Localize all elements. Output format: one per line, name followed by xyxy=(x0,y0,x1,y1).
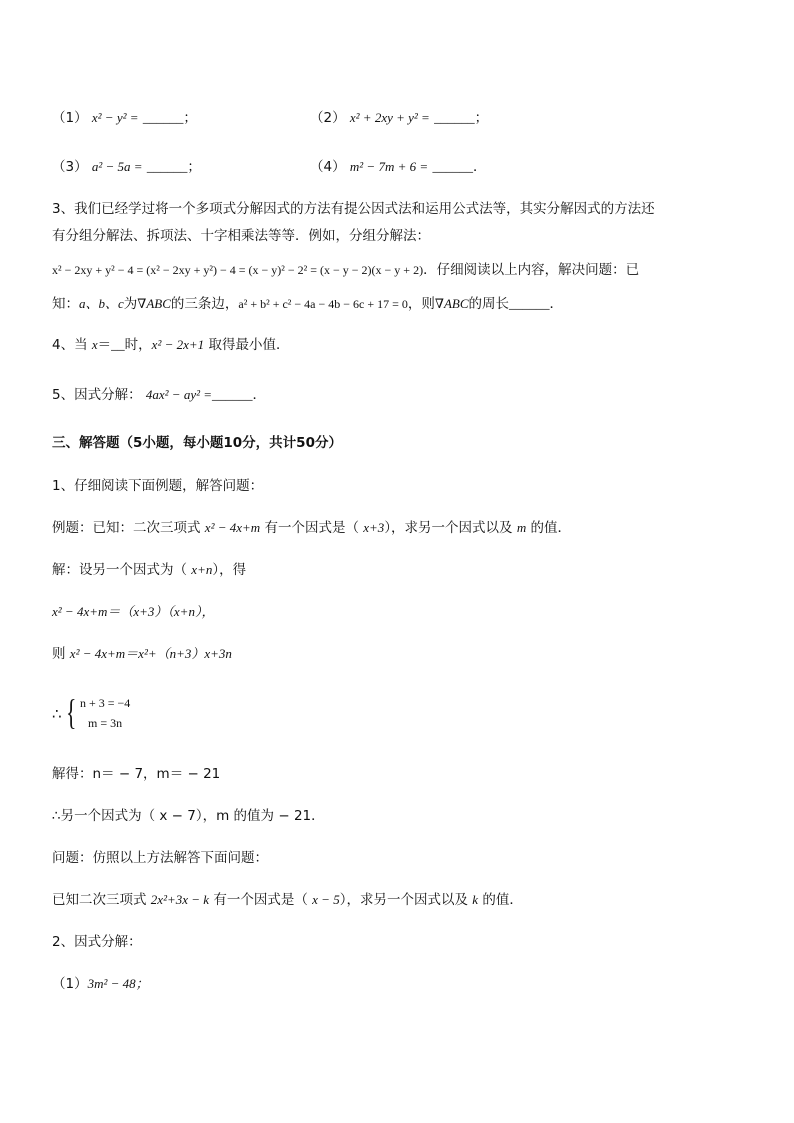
p3-line-2: 有分组分解法、拆项法、十字相乘法等等．例如，分组分解法： xyxy=(52,228,430,244)
then-line xyxy=(52,645,232,663)
then-expression: x² − 4x+m＝x²+（n+3）x+3n xyxy=(69,646,232,661)
q2-semicolon: ； xyxy=(474,110,489,126)
p4-min: 取得最小值． xyxy=(204,337,290,353)
p4-shi: 时， xyxy=(124,337,152,353)
example-a: 例题：已知：二次三项式 xyxy=(52,520,205,536)
p3-know: 知： xyxy=(52,296,79,312)
p3-period: ． xyxy=(549,296,564,312)
q2-expression: x² + 2xy + y² = xyxy=(349,110,430,125)
solution-factor: x+n xyxy=(191,562,213,577)
p3-vars: a、b、c xyxy=(79,296,124,311)
s2-q1-expression: 3m² − 48； xyxy=(87,976,149,991)
p4-when: 4、当 xyxy=(52,337,92,353)
s2-q1 xyxy=(52,975,149,993)
problem-line: 问题：仿照以上方法解答下面问题： xyxy=(52,850,268,866)
p3-line-1: 3、我们已经学过将一个多项式分解因式的方法有提公因式法和运用公式法等，其实分解因式的方法还 xyxy=(52,201,655,217)
p4-equals: ＝ xyxy=(97,337,112,353)
p3-perimeter: 的周长 xyxy=(468,296,510,312)
q3-blank: ______ xyxy=(146,159,188,174)
given-factor: x − 5 xyxy=(312,892,340,907)
solution-b: ），得 xyxy=(212,562,247,578)
example-d: 的值． xyxy=(526,520,572,536)
p5-period: ． xyxy=(252,387,267,403)
therefore-symbol: ∴ xyxy=(52,705,62,723)
p4-expression: x² − 2x+1 xyxy=(151,337,205,352)
p3-equation: a² + b² + c² − 4a − 4b − 6c + 17 = 0 xyxy=(238,297,408,311)
given-c: ），求另一个因式以及 xyxy=(339,892,473,908)
p3-line-3 xyxy=(52,261,639,279)
then-label: 则 xyxy=(52,646,70,662)
example-m: m xyxy=(516,520,527,535)
solution-a: 解：设另一个因式为（ xyxy=(52,562,192,578)
p3-line-3-tail: ．仔细阅读以上内容，解决问题：已 xyxy=(423,262,640,278)
p3-blank: ______ xyxy=(509,296,550,311)
system-equation-1: n + 3 = −4 xyxy=(80,696,131,710)
example-factor: x+3 xyxy=(363,520,385,535)
q1-semicolon: ； xyxy=(183,110,197,126)
system-equation-2: m = 3n xyxy=(88,716,123,730)
p3-line-4 xyxy=(52,295,563,313)
example-b: 有一个因式是（ xyxy=(260,520,364,536)
q1-label: （1） xyxy=(52,110,88,126)
example-line xyxy=(52,519,571,537)
given-d: 的值． xyxy=(478,892,523,908)
p3-wei: 为 xyxy=(123,296,138,312)
exercise-row-2 xyxy=(52,158,487,176)
p5-blank: ______ xyxy=(212,387,253,402)
s1-intro: 1、仔细阅读下面例题，解答问题： xyxy=(52,478,264,494)
example-expression: x² − 4x+m xyxy=(204,520,261,535)
q2-label: （2） xyxy=(310,110,346,126)
equation-1-text: x² − 4x+m＝（x+3）（x+n）， xyxy=(52,604,215,619)
s2-q1-label: （1） xyxy=(52,976,88,992)
section-3-title: 三、解答题（5小题，每小题10分，共计50分） xyxy=(52,435,342,451)
p3-then: ，则 xyxy=(407,296,435,312)
p5-line xyxy=(52,386,266,404)
p3-sides: 的三条边， xyxy=(170,296,239,312)
solution-line xyxy=(52,561,246,579)
p3-triangle-1: ∇ABC xyxy=(137,296,171,311)
p4-blank: __ xyxy=(111,337,125,352)
equation-system xyxy=(52,693,192,737)
p3-triangle-2: ∇ABC xyxy=(434,296,469,311)
solved-line: 解得：n＝ − 7，m＝ − 21 xyxy=(52,766,221,782)
exercise-row-1 xyxy=(52,109,489,127)
given-k: k xyxy=(472,892,479,907)
p3-formula: x² − 2xy + y² − 4 = (x² − 2xy + y²) − 4 = (x − y)² − 2² = (x − y − 2)(x − y + 2) xyxy=(52,263,424,277)
p5-label: 5、因式分解： xyxy=(52,387,142,403)
given-line xyxy=(52,891,523,909)
q4-period: ． xyxy=(472,159,487,175)
q2-blank: ______ xyxy=(434,110,475,125)
p5-expression: 4ax² − ay² = xyxy=(145,387,213,402)
left-brace-icon: { xyxy=(66,692,77,732)
given-a: 已知二次三项式 xyxy=(52,892,151,908)
p4-x: x xyxy=(91,337,98,352)
equation-1 xyxy=(52,603,214,621)
q3-label: （3） xyxy=(52,159,88,175)
q4-expression: m² − 7m + 6 = xyxy=(349,159,429,174)
q4-label: （4） xyxy=(310,159,346,175)
given-expression: 2x²+3x − k xyxy=(150,892,210,907)
s2-title: 2、因式分解： xyxy=(52,934,142,950)
q4-blank: ______ xyxy=(432,159,473,174)
q1-expression: x² − y² = xyxy=(91,110,139,125)
p4-line xyxy=(52,336,289,354)
q1-blank: ______ xyxy=(142,110,184,125)
conclusion-line: ∴另一个因式为（ x − 7），m 的值为 − 21． xyxy=(52,808,325,824)
example-c: ），求另一个因式以及 xyxy=(384,520,517,536)
given-b: 有一个因式是（ xyxy=(209,892,313,908)
q3-semicolon: ； xyxy=(187,159,201,175)
q3-expression: a² − 5a = xyxy=(91,159,143,174)
